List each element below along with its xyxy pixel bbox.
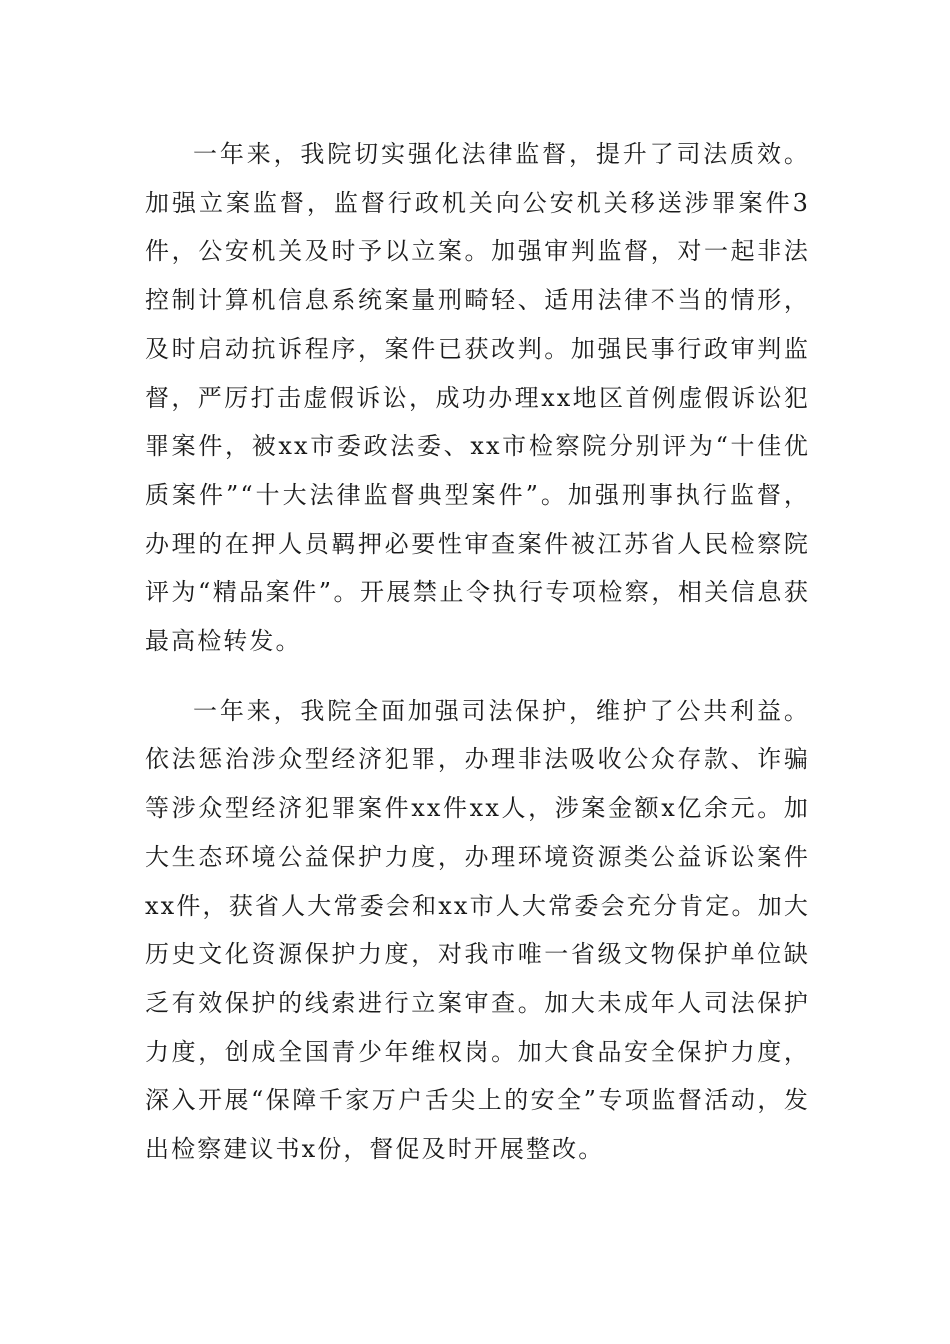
paragraph-legal-supervision: 一年来，我院切实强化法律监督，提升了司法质效。加强立案监督，监督行政机关向公安机关移送涉罪案件3件，公安机关及时予以立案。加强审判监督，对一起非法控制计算机信息系统案量刑畸轻、适用法律不当的情形，及时启动抗诉程序，案件已获改判。加强民事行政审判监督，严厉打击虚假诉讼，成功办理xx地区首例虚假诉讼犯罪案件，被xx市委政法委、xx市检察院分别评为“十佳优质案件”“十大法律监督典型案件”。加强刑事执行监督，办理的在押人员羁押必要性审查案件被江苏省人民检察院评为“精品案件”。开展禁止令执行专项检察，相关信息获最高检转发。: [145, 140, 810, 656]
paragraph-judicial-protection: 一年来，我院全面加强司法保护，维护了公共利益。依法惩治涉众型经济犯罪，办理非法吸收公众存款、诈骗等涉众型经济犯罪案件xx件xx人，涉案金额x亿余元。加大生态环境公益保护力度，办理环境资源类公益诉讼案件xx件，获省人大常委会和xx市人大常委会充分肯定。加大历史文化资源保护力度，对我市唯一省级文物保护单位缺乏有效保护的线索进行立案审查。加大未成年人司法保护力度，创成全国青少年维权岗。加大食品安全保护力度，深入开展“保障千家万户舌尖上的安全”专项监督活动，发出检察建议书x份，督促及时开展整改。: [145, 696, 810, 1164]
document-body: [145, 130, 810, 1195]
